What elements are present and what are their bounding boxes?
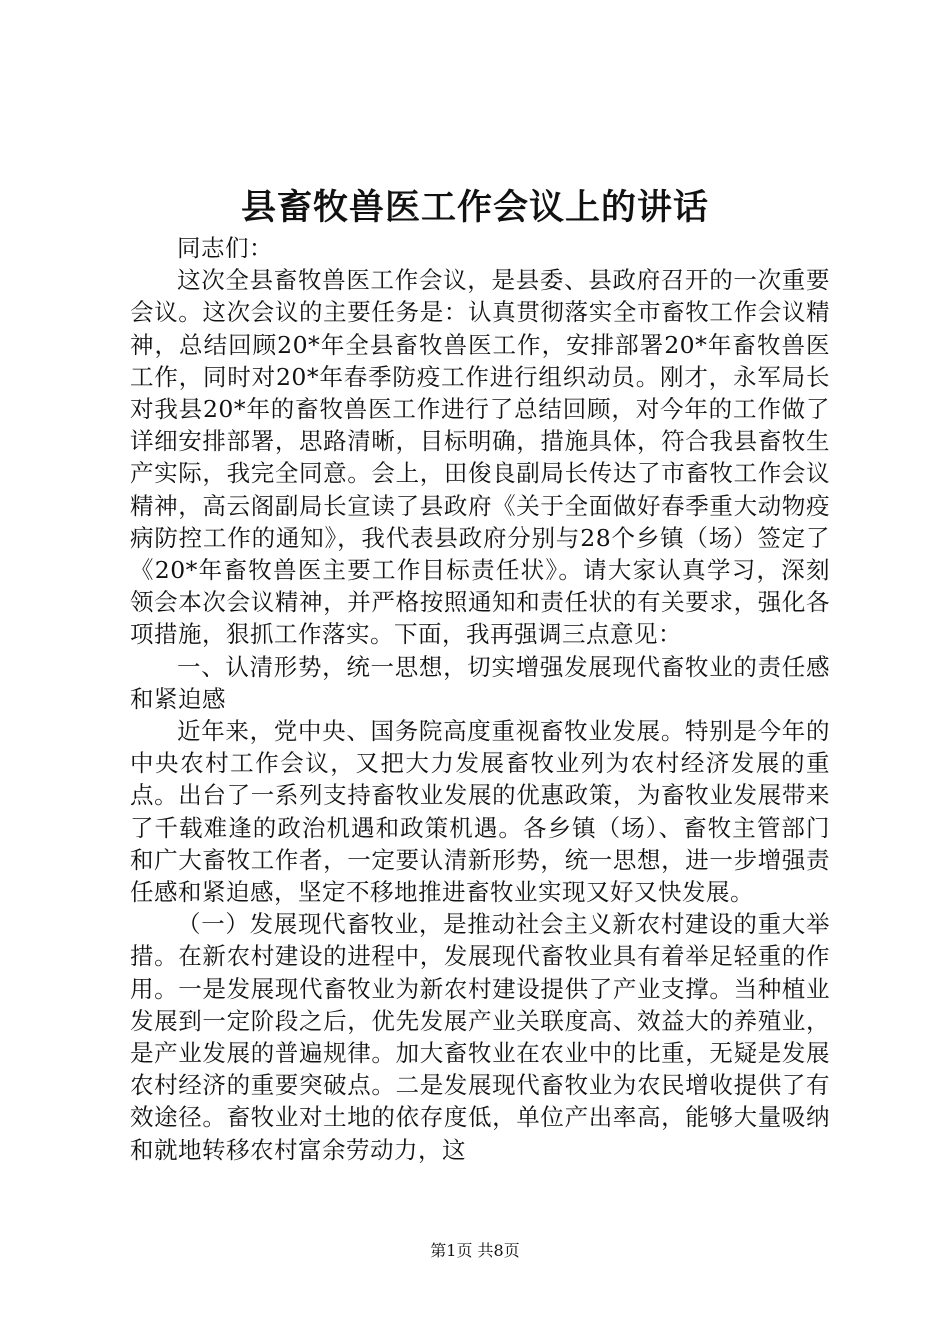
salutation: 同志们： xyxy=(177,234,273,262)
page-footer: 第1页 共8页 xyxy=(430,1241,520,1260)
paragraph-subsection-1: （一）发展现代畜牧业，是推动社会主义新农村建设的重大举措。在新农村建设的进程中，发展现代畜牧业具有着举足轻重的作用。一是发展现代畜牧业为新农村建设提供了产业支撑。当种植业发展到一定阶段之后，优先发展产业关联度高、效益大的养殖业，是产业发展的普遍规律。加大畜牧业在农业中的比重，无疑是发展农村经济的重要突破点。二是发展现代畜牧业为农民增收提供了有效途径。畜牧业对土地的依存度低，单位产出率高，能够大量吸纳和就地转移农村富余劳动力，这 xyxy=(130,910,830,1164)
paragraph-intro: 这次全县畜牧兽医工作会议，是县委、县政府召开的一次重要会议。这次会议的主要任务是：认真贯彻落实全市畜牧工作会议精神，总结回顾20*年全县畜牧兽医工作，安排部署20*年畜牧兽医工作，同时对20*年春季防疫工作进行组织动员。刚才，永军局长对我县20*年的畜牧兽医工作进行了总结回顾，对今年的工作做了详细安排部署，思路清晰，目标明确，措施具体，符合我县畜牧生产实际，我完全同意。会上，田俊良副局长传达了市畜牧工作会议精神，高云阁副局长宣读了县政府《关于全面做好春季重大动物疫病防控工作的通知》，我代表县政府分别与28个乡镇（场）签定了《20*年畜牧兽医主要工作目标责任状》。请大家认真学习，深刻领会本次会议精神，并严格按照通知和责任状的有关要求，强化各项措施，狠抓工作落实。下面，我再强调三点意见： xyxy=(130,266,830,649)
document-body xyxy=(130,232,830,1166)
document-title: 县畜牧兽医工作会议上的讲话 xyxy=(240,187,709,228)
section-heading-1: 一、认清形势，统一思想，切实增强发展现代畜牧业的责任感和紧迫感 xyxy=(130,652,830,713)
paragraph-background: 近年来，党中央、国务院高度重视畜牧业发展。特别是今年的中央农村工作会议，又把大力发展畜牧业列为农村经济发展的重点。出台了一系列支持畜牧业发展的优惠政策，为畜牧业发展带来了千载难逢的政治机遇和政策机遇。各乡镇（场）、畜牧主管部门和广大畜牧工作者，一定要认清新形势，统一思想，进一步增强责任感和紧迫感，坚定不移地推进畜牧业实现又好又快发展。 xyxy=(130,717,830,907)
